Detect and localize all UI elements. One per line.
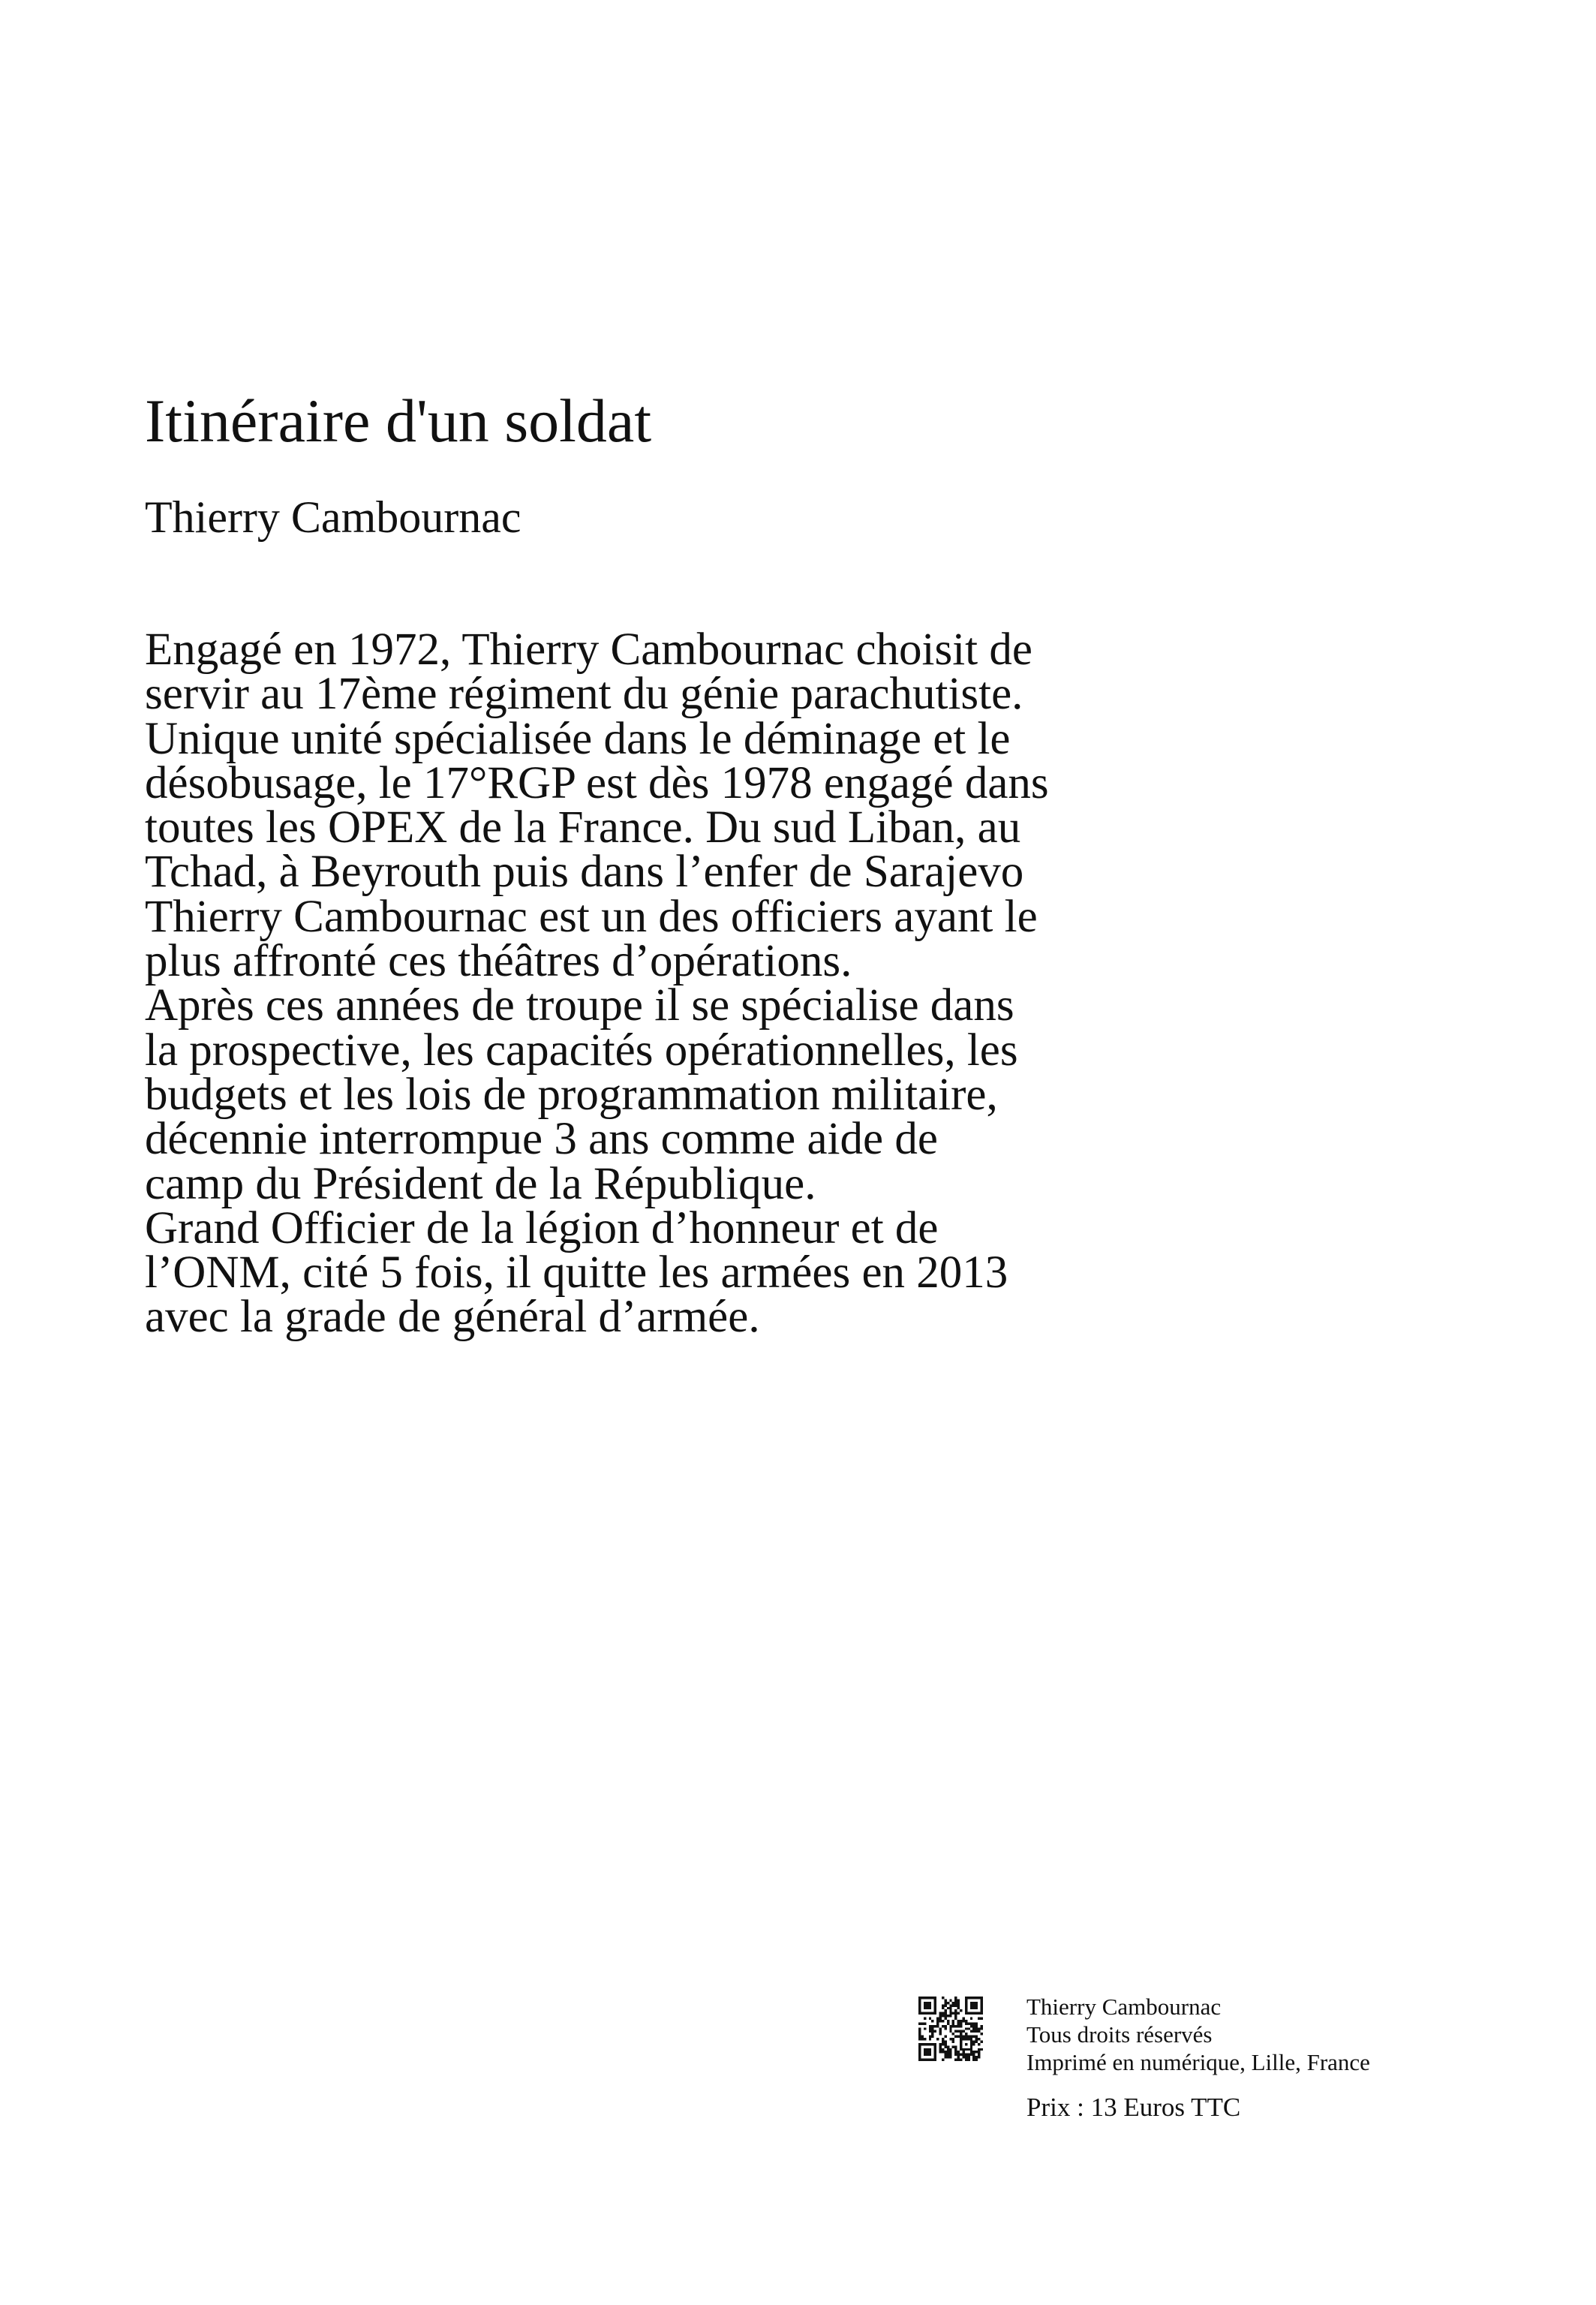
book-title: Itinéraire d'un soldat [145, 387, 652, 455]
blurb-line: plus affronté ces théâtres d’opérations. [145, 936, 852, 987]
imprint-block [1026, 1993, 1370, 2076]
blurb-line: Engagé en 1972, Thierry Cambournac choisit de [145, 624, 1032, 675]
blurb-line: camp du Président de la République. [145, 1158, 816, 1209]
blurb-line: décennie interrompue 3 ans comme aide de [145, 1114, 938, 1165]
imprint-rights: Tous droits réservés [1026, 2021, 1213, 2048]
blurb-line: la prospective, les capacités opérationnelles, les [145, 1025, 1018, 1076]
blurb-line: Unique unité spécialisée dans le déminage et le [145, 713, 1011, 764]
back-cover-blurb [145, 624, 1345, 1343]
blurb-line: toutes les OPEX de la France. Du sud Liban, au [145, 802, 1021, 853]
blurb-line: Grand Officier de la légion d’honneur et de [145, 1202, 939, 1253]
blurb-line: servir au 17ème régiment du génie parachutiste. [145, 669, 1023, 720]
blurb-line: Après ces années de troupe il se spécialise dans [145, 980, 1014, 1031]
imprint-printer: Imprimé en numérique, Lille, France [1026, 2049, 1370, 2075]
blurb-line: l’ONM, cité 5 fois, il quitte les armées en 2013 [145, 1247, 1008, 1298]
price-label: Prix : 13 Euros TTC [1026, 2093, 1241, 2122]
blurb-line: désobusage, le 17°RGP est dès 1978 engagé dans [145, 757, 1049, 808]
book-author: Thierry Cambournac [145, 492, 521, 542]
qr-code-icon [918, 1997, 983, 2061]
imprint-author: Thierry Cambournac [1026, 1994, 1222, 2020]
blurb-line: budgets et les lois de programmation militaire, [145, 1069, 998, 1120]
blurb-line: Thierry Cambournac est un des officiers ayant le [145, 891, 1038, 942]
blurb-line: Tchad, à Beyrouth puis dans l’enfer de Sarajevo [145, 847, 1024, 898]
blurb-line: avec la grade de général d’armée. [145, 1292, 760, 1343]
